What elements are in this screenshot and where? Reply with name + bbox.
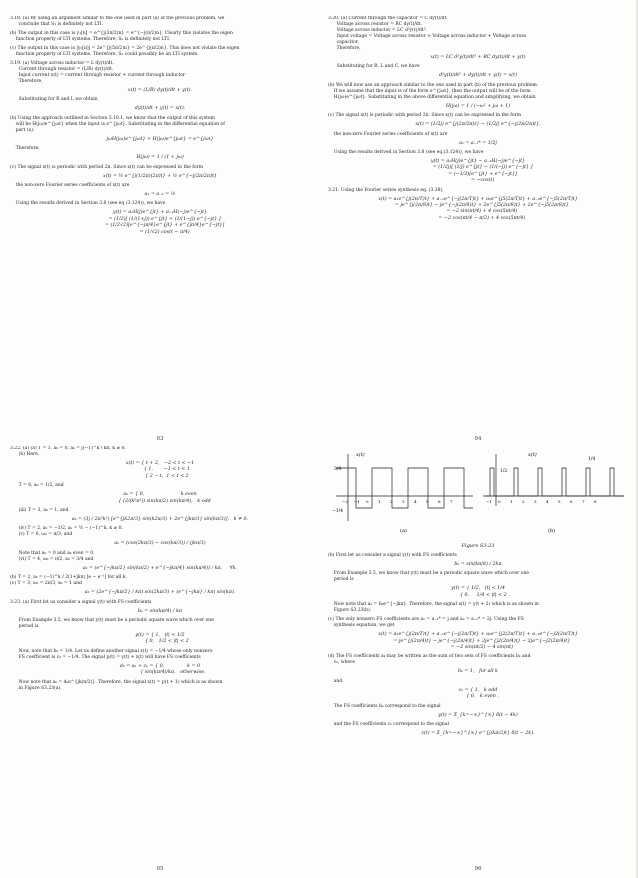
equation: aₖ = (2e^{−jkπ/2} / kπ) sin(2kπ/3) + (e^{−jkπ} / kπ) sin(kπ). [84, 590, 236, 596]
equation: y(t) = a₁H(j)e^{jt} + a₋₁H(−j)e^{−jt} = (1/2)[ (1/(1+j)) e^{jt} + (1/(1−j)) e^{−jt} ] = (1/2√2)[e^{−jπ/4}e^{jt} + e^{jπ/4}e^{−jt}] = (1/√2) cos(t − π/4) [104, 210, 225, 235]
page-number: 95 [156, 866, 164, 872]
equation: bₖ = sin(kπ/8) / 2kπ [454, 562, 502, 567]
figure-tick-label: 0 [366, 499, 369, 504]
equation: x(t) = a₁e^{j(2π/T)t} + a₋₁e^{−j(2π/T)t} + a₂e^{j2(2π/T)t} + a₋₂e^{−j2(2π/T)t} = je^{j(2π/4)t} − je^{−j(2π/4)t} + 2je^{j2(2π/4)t} − 2je^{−j2(2π/4)t} = −2 sin(πt/2) − 4 sin(πt) [378, 632, 578, 651]
equation: H(jω) = 1 / (−ω² + jω + 1) [445, 103, 511, 109]
equation: jωH(jω)e^{jωt} + H(jω)e^{jωt} = e^{jωt} [106, 136, 214, 142]
text-block: (b) We will now use an approach similar to the one used in part (b) of the previous problem. If we assume that the input is of the form e^{jωt}, then the output will be of the form H(jω)e^{jωt}. Substituting in the above differential equation and simplifying, we obtain [328, 82, 539, 100]
equation: x(t) = a₁e^{j(2π/T)t} + a₋₁e^{−j(2π/T)t} + a₅e^{j5(2π/T)t} + a₋₅e^{−j5(2π/T)t} = je^{j(2π/8)t} − je^{−j(2π/8)t} + 2e^{j5(2π/8)t} + 2e^{−j5(2π/8)t} = −2 sin(πt/4) + 4 cos(5πt/4) = −2 cos(πt/4 − π/2) + 4 cos(5πt/4) [378, 196, 578, 221]
figure-tick-label: 7 [582, 499, 585, 504]
figure-caption: Figure S3.23 [461, 543, 495, 549]
text-block: Substituting for R and L we obtain [10, 97, 98, 103]
text-block: From Example 3.5, we know that y(t) must be a periodic square wave which over one period is [333, 571, 530, 583]
page-94 [328, 16, 628, 446]
page-93-content [10, 16, 310, 236]
figure-tick-label: −1 [354, 499, 360, 504]
text-block: the non-zero Fourier series coefficients of x(t) are [328, 131, 448, 137]
equation: x(t) = (1/2j) e^{j(2π/2π)t} − (1/2j) e^{−j(2π/2π)t}, [415, 122, 541, 128]
equation: x(t) = LC d²y(t)/dt² + RC dy(t)/dt + y(t) [430, 55, 526, 60]
figure-tick-labels-b [486, 499, 597, 504]
figure-panel-a [336, 454, 473, 521]
figure-tick-label: 0 [498, 499, 501, 504]
figure-value-label: 1/2 [500, 469, 508, 474]
text-block: (c) The only nonzero FS coefficients are a₁ = a₋₁* = j and a₂ = a₋₂* = 2j. Using the FS synthesis equation, we get [328, 617, 524, 629]
text-block: 3.23. (a) First let us consider a signal y(t) with FS coefficients [10, 599, 152, 605]
equation: y(t) = { 1, |t| < 1/2 { 0, 1/2 < |t| < 2 [135, 633, 189, 645]
figure-tick-label: 1 [510, 499, 513, 504]
text-block: (c) The output in this case is |y₃[n]| = 2e^{j(5π/2)n} = 2e^{j(π/2)n}. This does not violate the eigen function property of LTI systems. Therefore, S₃ could possibly be an LTI system. [10, 46, 240, 57]
equation: x(t) = (L/R) dy(t)/dt + y(t). [127, 88, 193, 93]
equation: a₁ = a₋₁* = 1/2j [459, 140, 497, 146]
text-block: (b) T = 2, aₖ = (−1)^k / 2(1+jkπ) [e − e⁻¹] for all k. (c) T = 3, ω₀ = 2π/3, a₀ = 1 and [10, 575, 127, 587]
equation: aₖ = (3j / 2π²k²) [e^{jk2π/3} sin(k2π/3) + 2e^{jkπ/3} sin(kπ/3)], k ≠ 0. [71, 517, 249, 523]
text-block: (b) Using the approach outlined in Section 3.10.1, we know that the output of this system will be H(jω)e^{jωt} when the input is e^{jωt}. Substituting in the differential equation of part (a), [10, 115, 225, 133]
text-block: 3.22. (a) (a) T = 1, a₀ = 0, aₖ = j(−1)^k / kπ, k ≠ 0. (b) Here, [10, 446, 126, 457]
figure-panel-label: (b) [548, 528, 556, 534]
text-block: and [328, 678, 343, 684]
text-block: (b) The output in this case is y₁[n] = e^{j(3π/2)n} = e^{−j(π/2)n}. Clearly this violates the eigen function property of LTI systems. Therefore, S₂ is definitely not LTI. [10, 31, 233, 42]
text-block: (d) The FS coefficients aₖ may be written as the sum of two sets of FS coefficients bₖ and cₖ, where [328, 654, 531, 666]
figure-tick-label: 8 [594, 499, 597, 504]
equation: bₖ = 1, for all k [458, 669, 498, 675]
figure-panel-b [483, 454, 624, 506]
text-block: T = 6, a₀ = 1/2, and [10, 483, 64, 489]
text-block: (c) The signal x(t) is periodic with period 2π. Since x(t) can be expressed in the form [10, 164, 204, 170]
figure-tick-label: −2 [342, 499, 348, 504]
equation: y(t) = Σ_{k=−∞}^{∞} δ(t − 4k) [438, 712, 518, 718]
equation: y(t) = a₁H(j)e^{jt} − a₋₁H(−j)e^{−jt} = (1/2j)[ (1/j) e^{jt} − (1/(−j)) e^{−jt} ] = (−1/2)[e^{jt} + e^{−jt}] = −cos(t) [430, 159, 533, 184]
figure-tick-label: 3 [534, 499, 537, 504]
page-96 [328, 446, 628, 876]
figure-value-label: 3/4 [334, 467, 342, 472]
figure-tick-label: 2 [390, 499, 393, 504]
figure-tick-label: 4 [414, 499, 417, 504]
figure-tick-label: 1 [378, 499, 381, 504]
page-94-content [328, 16, 628, 222]
figure-tick-label: 5 [426, 499, 429, 504]
figure-axis-label: x(t) [356, 452, 365, 458]
equation: dy(t)/dt + y(t) = x(t). [134, 106, 186, 112]
figure-tick-label: 6 [570, 499, 573, 504]
figure-tick-label: −1 [486, 499, 492, 504]
figure-value-label: −1/4 [332, 509, 344, 514]
text-block: From Example 3.5, we know that y(t) must be a periodic square wave which over one period is [18, 618, 214, 630]
equation: z(t) = Σ_{k=−∞}^{∞} e^{j(kπ/2)t} δ(t − 2k). [421, 731, 535, 737]
text-block: Substituting for R, L and C, we have [328, 64, 420, 70]
text-block: Using the results derived in Section 3.8 (see eq (3.124)), we have [10, 201, 166, 207]
equation: a₁ = a₋₁ = ½ [144, 192, 176, 198]
equation: bₖ = sin(kπ/4) / kπ [137, 608, 183, 614]
text-block: Now note that aₖ = dₖe^{jk(π/2)}. Therefore, the signal x(t) = p(t + 1) which is as shown in Figure S3.23(a). [18, 679, 223, 691]
figure-value-label: 1/4 [588, 457, 596, 462]
page-95 [10, 446, 310, 876]
text-block: Now note that aₖ = bₖe^{−jkπ}. Therefore, the signal x(t) = y(t + 2) which is as shown in Figure S3.23(b). [333, 602, 539, 614]
equation: d²y(t)/dt² + dy(t)/dt + y(t) = x(t) [439, 73, 517, 79]
page-number: 93 [156, 436, 164, 442]
text-block: (b) First let us consider a signal y(t) with FS coefficients [328, 553, 457, 558]
figure-panel-label: (a) [400, 528, 407, 534]
figure-tick-label: 6 [438, 499, 441, 504]
figure-tick-label: 5 [558, 499, 561, 504]
text-block: (c) The signal x(t) is periodic with period 2π. Since x(t) can be expressed in the form [328, 113, 522, 119]
page-number: 96 [474, 866, 482, 872]
figure-tick-label: 2 [522, 499, 525, 504]
text-block: Therefore, [10, 146, 40, 152]
page-93 [10, 16, 310, 446]
text-block: Now, note that b₀ = 1/4. Let us define another signal z(t) = −1/4 whose only nonzero FS coefficient is c₀ = −1/4. The signal p(t) = y(t) + z(t) will have FS coefficients [18, 648, 213, 660]
equation: x(t) = ½ e^{j(1/2π)(2π)t} + ½ e^{−j(2π/2π)t} [103, 173, 217, 179]
equation: y(t) = { 1/2, |t| < 1/4 { 0, 1/4 < |t| < 2 . [451, 586, 510, 598]
figure-s3-23-drawing [328, 446, 628, 541]
equation: aₖ = (e^{−jkπ/2} sin(kπ/2) + e^{−jkπ/4} sin(kπ/4)) / kπ, ∀k. [82, 565, 238, 571]
page-95-content [10, 446, 310, 692]
equation: cₖ = { 1, k odd { 0, k even . [458, 687, 499, 700]
text-block: Note that a₀ = 0 and aₖ even = 0. (vi) T = 4, ω₀ = π/2, a₀ = 3/4 and [18, 550, 95, 562]
equation: dₖ = aₖ + cₖ = { 0, k = 0 { sin(kπ/4)/kπ, otherwise. [119, 663, 206, 676]
text-block: Using the results derived in Section 3.8 (see eq.(3.124)), we have [328, 150, 484, 156]
figure-s3-23 [328, 446, 628, 541]
text-block: 3.21. Using the Fourier series synthesis eq. (3.38), [328, 187, 444, 193]
figure-tick-labels-a [342, 499, 453, 504]
page-96-content [328, 553, 628, 737]
figure-axis-label: x(t) [528, 452, 537, 458]
figure-tick-label: 3 [402, 499, 405, 504]
text-block: The FS coefficients bₖ correspond to the signal [328, 703, 441, 709]
text-block: 3.20. (a) Current through the capacitor = C dy(t)/dt. Voltage across resistor = RC dy(t)/dt. Voltage across inductor = LC d²y(t)/dt². Input voltage = Voltage across resistor + Voltage across inductor + Voltage across capacitor. Therefore, [328, 16, 527, 51]
figure-tick-label: 4 [546, 499, 549, 504]
text-block: the non-zero Fourier series coefficients of x(t) are [10, 183, 130, 189]
text-block: (iii) T = 3, a₀ = 1, and [10, 508, 69, 514]
equation: aₖ = { 0, k even { (2/(k²π²)) sin(kπ/2) sin(kπ/4), k odd [118, 492, 211, 504]
text-block: 3.18. (a) By using an argument similar to the one used in part (a) of the previous problem, we conclude that S₁ is definitely not LTI. [10, 16, 225, 27]
page-number: 94 [474, 436, 482, 442]
equation: aₖ = (cos(2kπ/3) − cos(kπ/3)) / (jkπ/3) [114, 541, 206, 547]
equation: H(jω) = 1 / (1 + jω) [136, 155, 184, 161]
text-block: and the FS coefficients cₖ correspond to the signal [328, 722, 449, 728]
text-block: 3.19. (a) Voltage across inductor = L dy(t)/dt. Current through resistor = (L/R) dy(t)/dt. Input current x(t) = current through resistor + current through inductor Therefore, [10, 61, 186, 84]
text-block: (iv) T = 2, a₀ = −1/2, aₖ = ½ − (−1)^k, k ≠ 0. (v) T = 6, ω₀ = π/3, and [18, 526, 123, 538]
equation: x(t) = { t + 2, −2 < t < −1 { 1, −1 < t < 1 { 2 − t, 1 < t < 2 [125, 461, 195, 479]
figure-tick-label: 7 [450, 499, 453, 504]
